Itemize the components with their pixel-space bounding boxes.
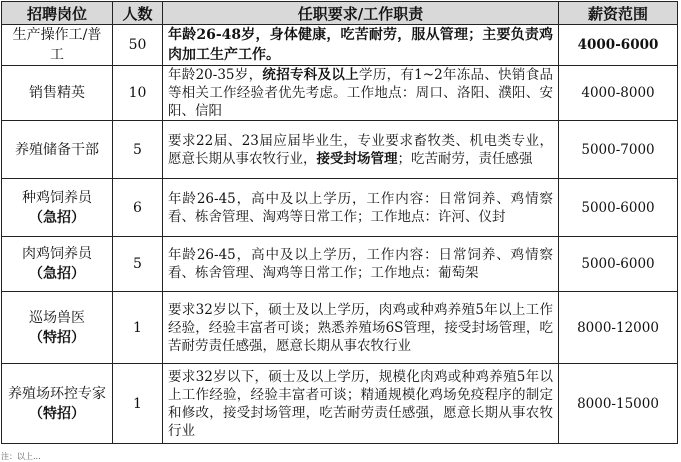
table-row: [2, 364, 678, 444]
cell-count: 5: [113, 121, 163, 179]
cell-position: [2, 364, 113, 444]
cell-salary: 4000-8000: [559, 66, 678, 121]
requirement-text-bold: 统招专科及以上: [262, 67, 359, 83]
table-row: [2, 25, 678, 66]
cell-requirements: [163, 364, 559, 444]
cell-salary: 5000-6000: [559, 179, 678, 237]
position-name: 销售精英: [29, 85, 85, 101]
requirement-text: 年龄26-45，高中及以上学历，工作内容：日常饲养、鸡情察看、栋舍管理、淘鸡等日常工作；工作地点：许河、仪封: [168, 190, 553, 225]
requirement-text-bold: 接受封场管理: [316, 150, 398, 167]
requirement-text: 年龄20-35岁，: [168, 67, 263, 83]
cell-position: [2, 179, 113, 237]
cell-salary: 5000-7000: [559, 121, 678, 179]
footnote: 注：以上...: [1, 452, 41, 461]
table-row: [2, 237, 678, 292]
cell-salary: 8000-15000: [559, 364, 678, 444]
requirement-text: 要求32岁以下，硕士及以上学历，规模化肉鸡或种鸡养殖5年以上工作经验，经验丰富者可谈；精通规模化鸡场免疫程序的制定和修改，接受封场管理，吃苦耐劳责任感强，愿意长期从事农牧行业: [168, 368, 553, 439]
table-row: [2, 179, 678, 237]
cell-requirements: [163, 66, 559, 121]
cell-position: [2, 66, 113, 121]
position-tag: （特招）: [29, 405, 85, 422]
table-row: [2, 66, 678, 121]
position-tag: （急招）: [29, 209, 85, 226]
position-name: 养殖储备干部: [15, 141, 99, 158]
position-name: 生产操作工/普工: [12, 27, 102, 63]
position-tag: （特招）: [29, 329, 85, 346]
recruitment-table: [1, 1, 678, 444]
header-position: 招聘岗位: [2, 2, 113, 25]
requirement-text: 年龄26-45，高中及以上学历，工作内容：日常饲养、鸡情察看、栋舍管理、淘鸡等日常工作；工作地点：葡萄架: [168, 247, 553, 281]
header-requirements: 任职要求/工作职责: [163, 2, 559, 25]
cell-count: 1: [113, 292, 163, 364]
cell-count: 6: [113, 179, 163, 237]
cell-requirements: [163, 25, 559, 66]
cell-position: [2, 292, 113, 364]
cell-count: 1: [113, 364, 163, 444]
requirement-text: 学历，有1~2年冻品、快销食品等相关工作经验者优先考虑。工作地点：周口、洛阳、濮阳、安阳、信阳: [168, 67, 554, 119]
header-salary: 薪资范围: [559, 2, 678, 25]
cell-requirements: [163, 292, 559, 364]
cell-count: 50: [113, 25, 163, 66]
cell-count: 5: [113, 237, 163, 292]
cell-requirements: [163, 237, 559, 292]
cell-position: [2, 237, 113, 292]
table-row: [2, 292, 678, 364]
cell-requirements: [163, 179, 559, 237]
requirement-text: 要求22届、23届应届毕业生，专业要求畜牧类、机电类专业，愿意长期从事农牧行业，: [168, 132, 553, 167]
position-name: 巡场兽医: [29, 309, 85, 326]
requirement-text: ；吃苦耐劳，责任感强: [397, 150, 533, 167]
cell-position: [2, 121, 113, 179]
cell-salary: 5000-6000: [559, 237, 678, 292]
cell-salary: 4000-6000: [559, 25, 678, 66]
table-header-row: [2, 2, 678, 25]
position-name: 肉鸡饲养员: [22, 246, 92, 262]
cell-salary: 8000-12000: [559, 292, 678, 364]
position-name: 种鸡饲养员: [22, 189, 92, 206]
requirement-text: 要求32岁以下，硕士及以上学历，肉鸡或种鸡养殖5年以上工作经验，经验丰富者可谈；熟悉养殖场6S管理，接受封场管理，吃苦耐劳责任感强，愿意长期从事农牧行业: [168, 301, 553, 354]
cell-requirements: [163, 121, 559, 179]
table-row: [2, 121, 678, 179]
requirement-text-bold: 年龄26-48岁，身体健康，吃苦耐劳，服从管理；主要负责鸡肉加工生产工作。: [168, 27, 553, 63]
position-tag: （急招）: [29, 266, 85, 282]
header-count: 人数: [113, 2, 163, 25]
position-name: 养殖场环控专家: [8, 385, 106, 402]
cell-position: [2, 25, 113, 66]
cell-count: 10: [113, 66, 163, 121]
